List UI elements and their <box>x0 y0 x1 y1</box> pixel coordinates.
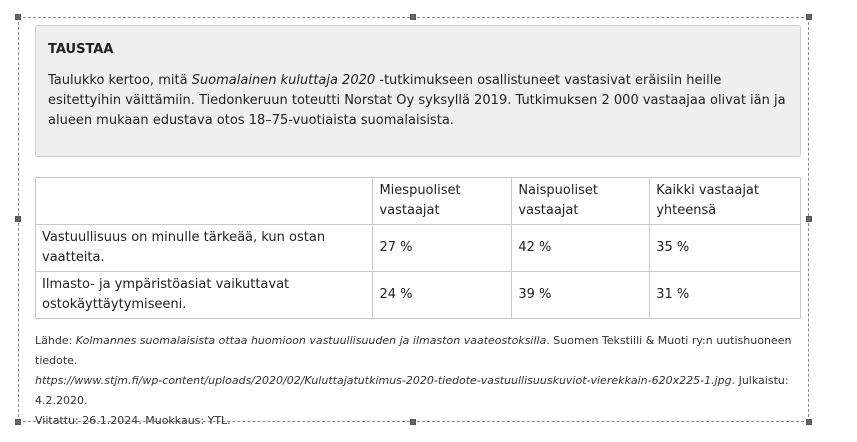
table-cell: 31 % <box>650 272 801 319</box>
row-label: Ilmasto- ja ympäristöasiat vaikuttavat ostokäyttäytymiseeni. <box>36 272 373 319</box>
info-text-part1: Taulukko kertoo, mitä <box>48 73 192 88</box>
resize-handle-bottom-right[interactable] <box>806 419 812 425</box>
source-accessed: Viitattu: 26.1.2024. Muokkaus: YTL. <box>35 414 231 427</box>
resize-handle-top-left[interactable] <box>15 14 21 20</box>
table-cell: 27 % <box>373 225 512 272</box>
table-header-empty <box>36 178 373 225</box>
table-cell: 24 % <box>373 272 512 319</box>
source-citation <box>35 331 805 431</box>
table-header-row <box>36 178 801 225</box>
resize-handle-top-right[interactable] <box>806 14 812 20</box>
resize-handle-top-center[interactable] <box>410 14 416 20</box>
table-row <box>36 225 801 272</box>
resize-handle-middle-left[interactable] <box>15 216 21 222</box>
info-text <box>48 71 788 131</box>
source-url: https://www.stjm.fi/wp-content/uploads/2020/02/Kuluttajatutkimus-2020-tiedote-vastuullisuuskuviot-vierekkain-620x225-1.jpg <box>35 374 732 387</box>
table-cell: 35 % <box>650 225 801 272</box>
table-header-all: Kaikki vastaajat yhteensä <box>650 178 801 225</box>
resize-handle-bottom-left[interactable] <box>15 419 21 425</box>
row-label: Vastuullisuus on minulle tärkeää, kun ostan vaatteita. <box>36 225 373 272</box>
info-text-survey-name: Suomalainen kuluttaja 2020 <box>191 73 376 88</box>
background-info-box <box>35 25 801 157</box>
source-published: . Julkaistu: 4.2.2020. <box>35 374 789 407</box>
table-row <box>36 272 801 319</box>
table-cell: 42 % <box>512 225 650 272</box>
source-prefix: Lähde: <box>35 334 76 347</box>
table-cell: 39 % <box>512 272 650 319</box>
source-title: Kolmannes suomalaisista ottaa huomioon vastuullisuuden ja ilmaston vaateostoksilla <box>75 334 547 347</box>
source-publisher: . Suomen Tekstiili & Muoti ry:n uutishuoneen tiedote. <box>35 334 792 367</box>
results-table <box>35 177 801 319</box>
resize-handle-middle-right[interactable] <box>806 216 812 222</box>
info-title: TAUSTAA <box>48 42 114 57</box>
info-text-part2: -tutkimukseen osallistuneet vastasivat eräisiin heille esitettyihin väittämiin. Tiedonkeruun toteutti Norstat Oy syksyllä 2019. Tutkimuksen 2 000 vastaajaa olivat iän ja alueen mukaan edustava otos 18–75-vuotiaista suomalaisista. <box>48 73 786 128</box>
table-header-female: Naispuoliset vastaajat <box>512 178 650 225</box>
table-header-male: Miespuoliset vastaajat <box>373 178 512 225</box>
